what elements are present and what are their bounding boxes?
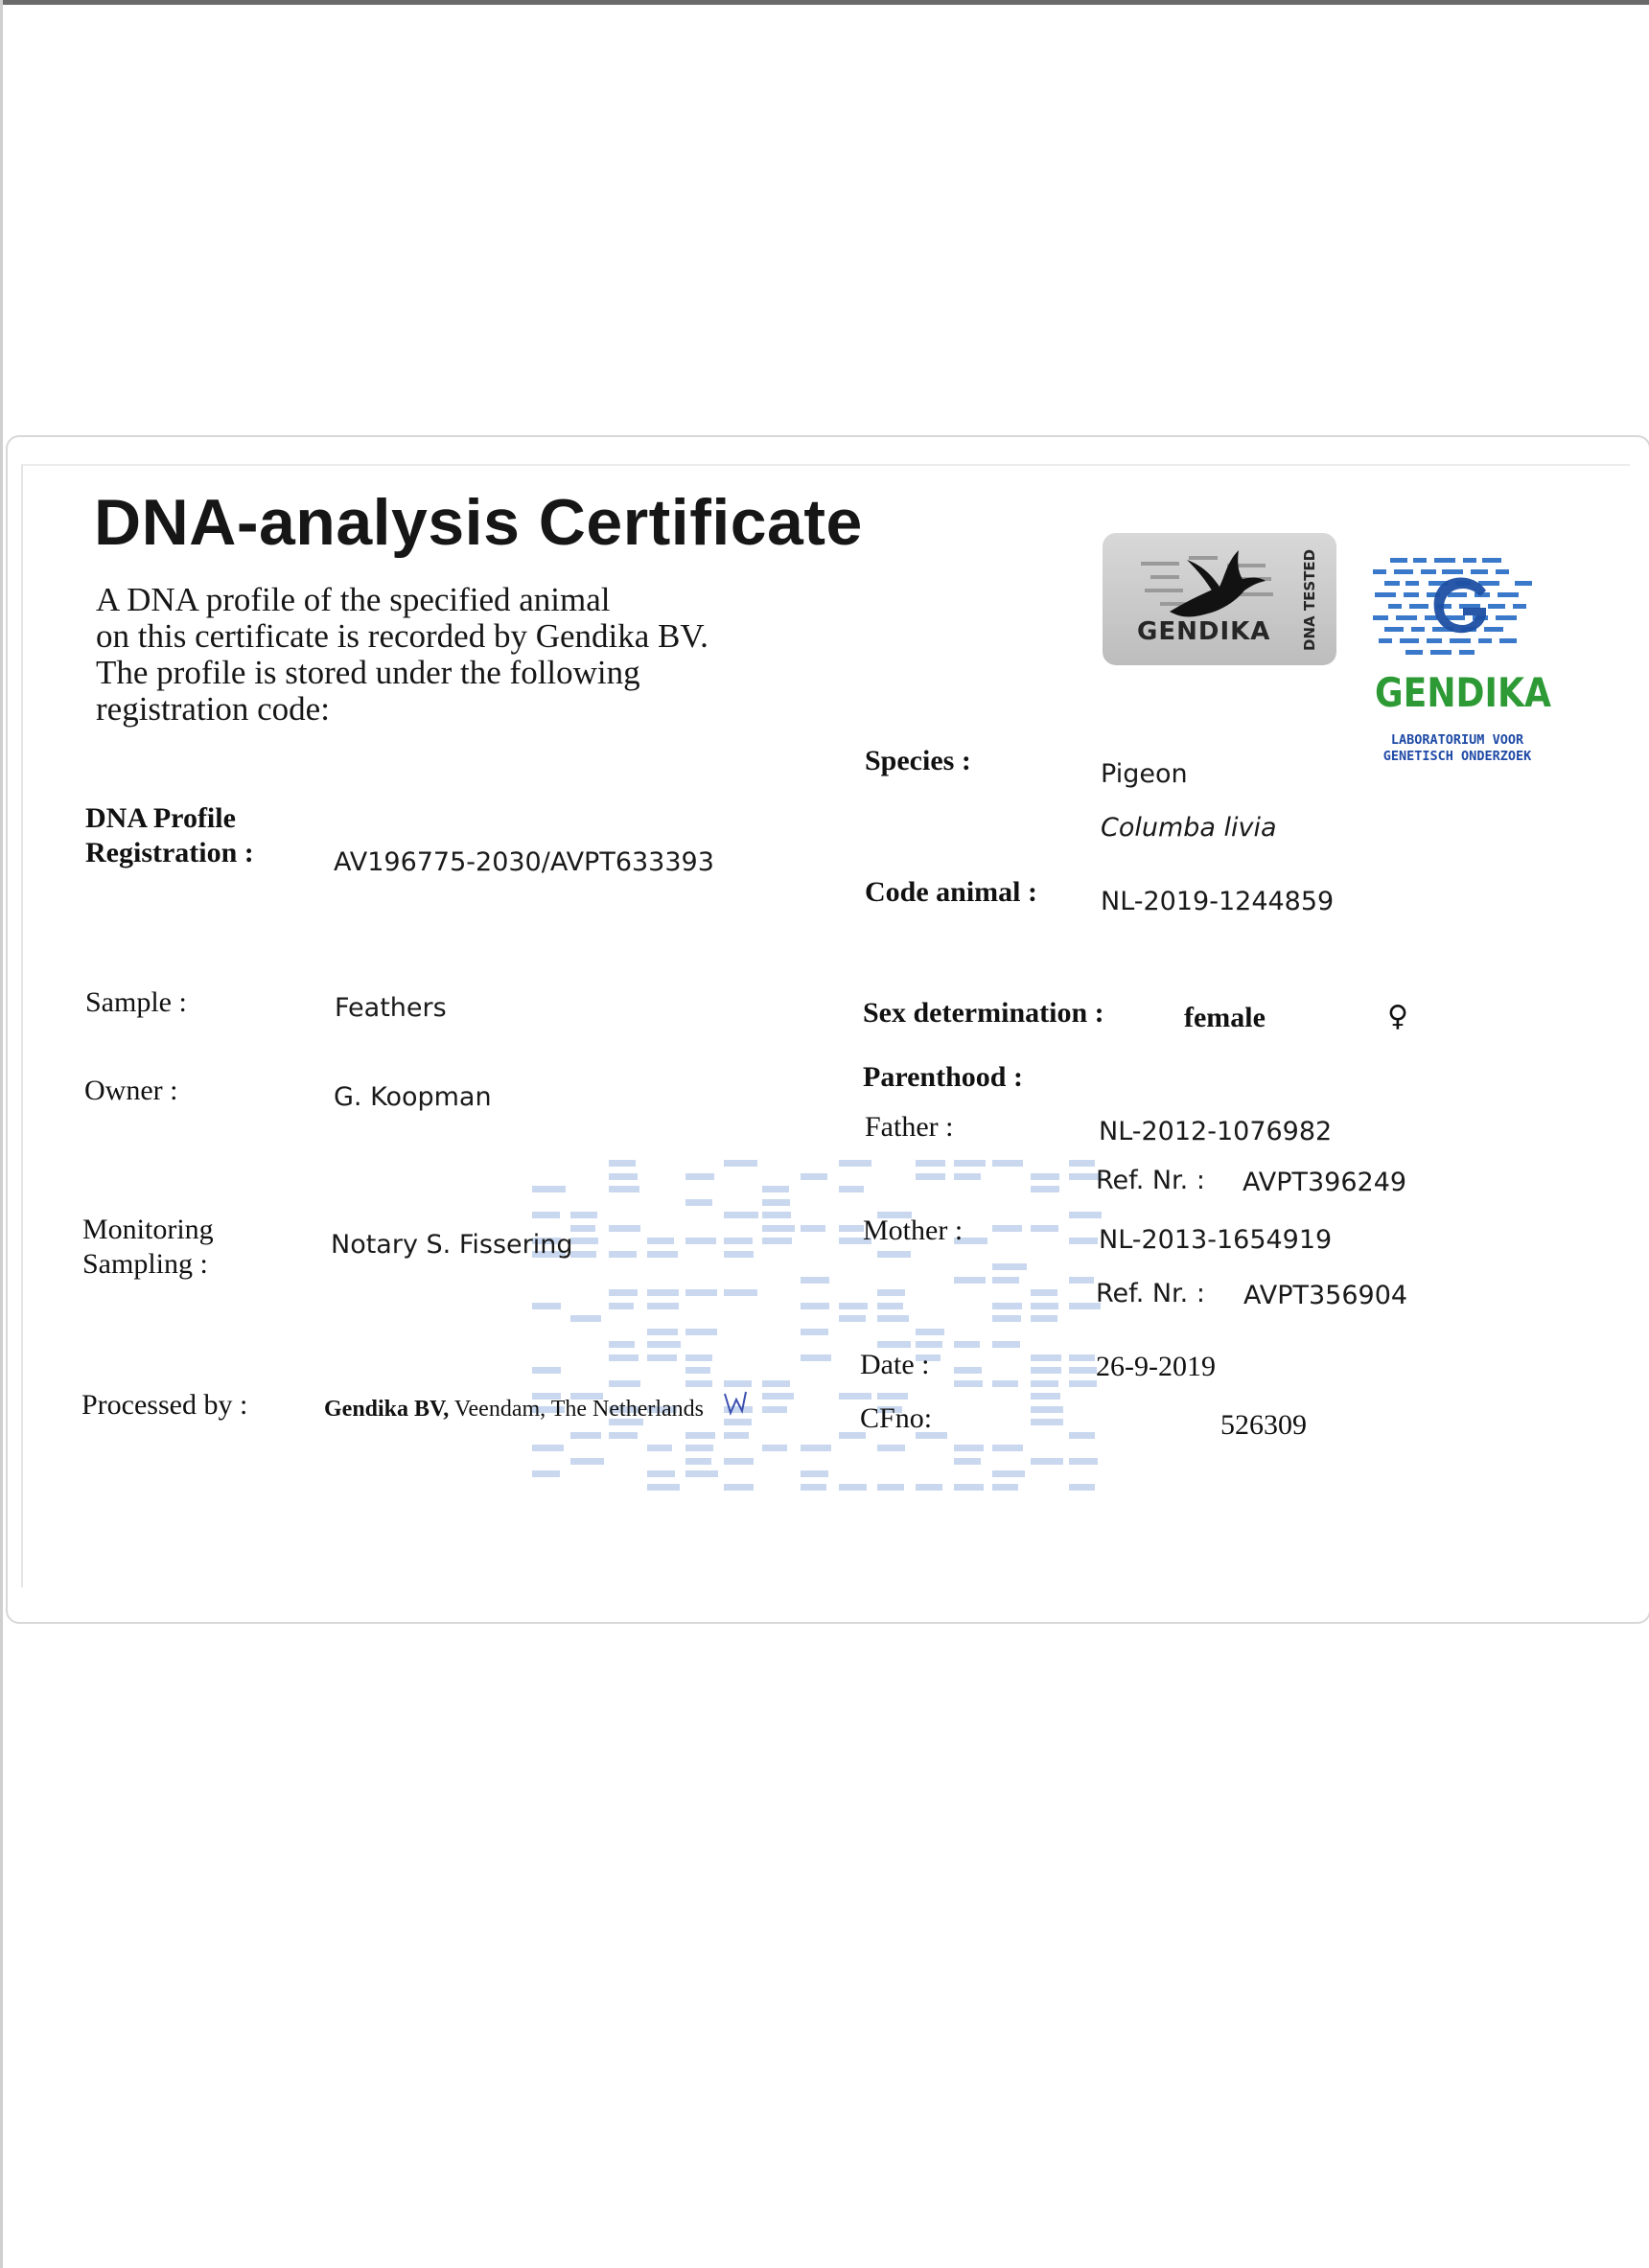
watermark-bar [1031,1173,1059,1180]
species-latin-name: Columba livia [1101,813,1277,843]
watermark-bar [647,1445,672,1451]
watermark-bar [724,1212,758,1218]
registration-code: AV196775-2030/AVPT633393 [334,847,714,877]
watermark-bar [570,1432,601,1439]
watermark-bar [1031,1393,1060,1400]
watermark-bar [724,1289,757,1296]
watermark-bar [532,1212,560,1218]
watermark-bar [532,1367,561,1374]
scan-top-edge [0,0,1649,5]
badge-tested-text: DNA TESTED [1301,548,1318,652]
watermark-bar [685,1458,711,1465]
watermark-bar [877,1341,911,1348]
watermark-bar [954,1160,986,1167]
watermark-bar [762,1199,790,1206]
watermark-bar [685,1470,718,1477]
watermark-bar [992,1445,1023,1451]
watermark-bar [839,1484,867,1491]
watermark-bar [1069,1354,1095,1361]
watermark-bar [647,1303,679,1309]
watermark-bar [762,1380,790,1387]
watermark-bar [532,1445,564,1451]
watermark-bar [1069,1277,1094,1284]
watermark-bar [724,1160,757,1167]
gendika-logo-text: GENDIKA [1375,669,1551,716]
dna-tested-badge [1103,533,1336,665]
watermark-bar [992,1263,1027,1270]
watermark-bar [570,1315,601,1322]
watermark-bar [647,1341,681,1348]
watermark-bar [954,1458,981,1465]
watermark-bar [877,1393,908,1400]
watermark-bar [685,1199,712,1206]
watermark-bar [916,1484,942,1491]
watermark-bar [685,1367,710,1374]
watermark-bar [762,1186,789,1192]
watermark-bar [685,1329,717,1335]
watermark-bar [1031,1303,1058,1309]
watermark-bar [1069,1238,1098,1244]
gendika-logo-subtitle [1357,732,1558,765]
registration-label [85,801,254,870]
watermark-bar [570,1225,595,1232]
sample-value: Feathers [335,993,447,1023]
watermark-bar [916,1341,942,1348]
watermark-bar [801,1484,826,1491]
watermark-bar [724,1484,754,1491]
watermark-bar [992,1225,1022,1232]
watermark-bar [877,1445,905,1451]
watermark-bar [685,1289,717,1296]
watermark-bar [1031,1354,1061,1361]
watermark-bar [570,1251,596,1258]
watermark-bar [1031,1225,1058,1232]
watermark-bar [877,1289,905,1296]
parenthood-label: Parenthood : [863,1061,1023,1093]
watermark-bar [954,1173,981,1180]
father-ref-value: AVPT396249 [1243,1168,1407,1197]
watermark-bar [685,1238,716,1244]
watermark-bar [609,1432,638,1439]
watermark-bar [647,1289,679,1296]
badge-brand-text: GENDIKA [1137,617,1271,646]
watermark-bar [1031,1419,1063,1425]
watermark-bar [647,1470,675,1477]
watermark-bar [992,1380,1018,1387]
watermark-bar [724,1419,752,1425]
watermark-bar [762,1406,787,1413]
watermark-bar [724,1238,753,1244]
watermark-bar [1031,1458,1063,1465]
watermark-bar [839,1186,864,1192]
watermark-bar [1069,1484,1095,1491]
watermark-bar [609,1303,634,1309]
watermark-bar [647,1329,678,1335]
watermark-bar [762,1225,795,1232]
watermark-bar [647,1238,674,1244]
watermark-bar [724,1432,749,1439]
watermark-bar [992,1315,1021,1322]
watermark-bar [992,1484,1018,1491]
intro-line: on this certificate is recorded by Gendika BV. [96,617,708,655]
watermark-bar [609,1289,638,1296]
watermark-bar [954,1277,986,1284]
cfno-label: CFno: [860,1402,933,1434]
watermark-bar [877,1315,909,1322]
mother-ref-label: Ref. Nr. : [1096,1279,1205,1308]
cfno-value: 526309 [1220,1409,1307,1441]
watermark-bar [1031,1186,1059,1192]
watermark-bar [762,1212,791,1218]
watermark-bar [839,1225,864,1232]
sex-value: female [1184,1002,1266,1033]
code-animal-value: NL-2019-1244859 [1101,887,1335,916]
watermark-bar [609,1380,640,1387]
watermark-bar [839,1315,866,1322]
monitoring-label [82,1213,214,1282]
watermark-bar [801,1225,825,1232]
watermark-bar [954,1341,980,1348]
watermark-bar [992,1341,1020,1348]
processed-by-label: Processed by : [81,1389,248,1421]
mother-ref-value: AVPT356904 [1243,1281,1408,1310]
watermark-bar [685,1380,712,1387]
intro-line: registration code: [96,690,330,728]
watermark-bar [839,1160,871,1167]
watermark-bar [954,1380,983,1387]
date-label: Date : [860,1349,930,1380]
watermark-bar [954,1367,982,1374]
watermark-bar [609,1186,639,1192]
watermark-bar [609,1354,639,1361]
watermark-bar [801,1329,828,1335]
monitoring-label-line: Monitoring [82,1214,214,1245]
watermark-bar [1031,1406,1063,1413]
female-symbol-icon: ♀ [1387,1000,1408,1033]
watermark-bar [609,1173,638,1180]
dna-watermark [532,1160,1117,1505]
watermark-bar [877,1484,904,1491]
watermark-bar [609,1225,640,1232]
watermark-bar [992,1277,1019,1284]
pigeon-icon [1131,543,1294,627]
father-label: Father : [865,1111,954,1143]
watermark-bar [839,1393,871,1400]
watermark-bar [570,1238,598,1244]
intro-line: A DNA profile of the specified animal [96,581,611,618]
watermark-bar [992,1303,1022,1309]
watermark-bar [1069,1432,1095,1439]
watermark-bar [954,1445,984,1451]
watermark-bar [762,1445,787,1451]
watermark-bar [916,1160,945,1167]
watermark-bar [609,1341,635,1348]
owner-value: G. Koopman [334,1082,492,1112]
watermark-bar [570,1458,604,1465]
father-ref-label: Ref. Nr. : [1096,1166,1205,1195]
monitoring-label-line: Sampling : [82,1248,208,1280]
watermark-bar [1069,1380,1097,1387]
registration-label-line: DNA Profile [85,802,236,834]
watermark-bar [1031,1367,1061,1374]
code-animal-label: Code animal : [865,876,1037,908]
watermark-bar [724,1251,754,1258]
watermark-bar [1031,1315,1057,1322]
watermark-bar [801,1470,828,1477]
gendika-logo-icon [1371,554,1542,660]
watermark-bar [877,1303,903,1309]
watermark-bar [685,1432,715,1439]
watermark-bar [1069,1367,1097,1374]
watermark-bar [992,1160,1023,1167]
watermark-bar [647,1484,680,1491]
signature-mark [721,1380,750,1419]
mother-label: Mother : [863,1215,964,1246]
watermark-bar [647,1251,678,1258]
watermark-bar [954,1484,984,1491]
watermark-bar [1031,1380,1058,1387]
watermark-bar [685,1445,713,1451]
watermark-bar [916,1329,944,1335]
watermark-bar [570,1212,597,1218]
watermark-bar [1069,1160,1095,1167]
watermark-bar [647,1354,677,1361]
registration-label-line: Registration : [85,837,254,868]
certificate-title: DNA-analysis Certificate [94,486,863,559]
watermark-bar [609,1160,636,1167]
processed-by-company: Gendika BV, [324,1397,450,1422]
scan-left-edge [0,0,3,2268]
watermark-bar [801,1277,829,1284]
watermark-bar [685,1354,712,1361]
certificate-intro [96,582,708,728]
watermark-bar [1069,1212,1102,1218]
watermark-bar [801,1354,831,1361]
intro-line: The profile is stored under the following [96,654,640,691]
logo-subtitle-line: LABORATORIUM VOOR [1390,732,1524,748]
processed-by-value [324,1397,704,1423]
watermark-bar [609,1251,637,1258]
sex-determination-label: Sex determination : [863,997,1104,1029]
mother-code: NL-2013-1654919 [1099,1225,1333,1255]
watermark-bar [877,1251,911,1258]
watermark-bar [1069,1458,1098,1465]
species-label: Species : [865,745,971,776]
watermark-bar [801,1445,831,1451]
monitoring-value: Notary S. Fissering [331,1230,573,1260]
watermark-bar [762,1238,792,1244]
watermark-bar [801,1303,829,1309]
owner-label: Owner : [84,1075,178,1106]
watermark-bar [532,1470,560,1477]
watermark-bar [839,1303,868,1309]
sample-label: Sample : [85,986,187,1018]
watermark-bar [1031,1289,1057,1296]
watermark-bar [685,1173,714,1180]
watermark-bar [724,1458,754,1465]
watermark-bar [532,1303,561,1309]
father-code: NL-2012-1076982 [1099,1117,1333,1146]
watermark-bar [992,1470,1025,1477]
watermark-bar [762,1393,794,1400]
date-value: 26-9-2019 [1096,1351,1216,1382]
watermark-bar [801,1173,827,1180]
watermark-bar [532,1186,566,1192]
processed-by-location: Veendam, The Netherlands [453,1397,704,1422]
species-common-name: Pigeon [1101,759,1188,789]
watermark-bar [916,1173,945,1180]
logo-subtitle-line: GENETISCH ONDERZOEK [1382,749,1532,764]
